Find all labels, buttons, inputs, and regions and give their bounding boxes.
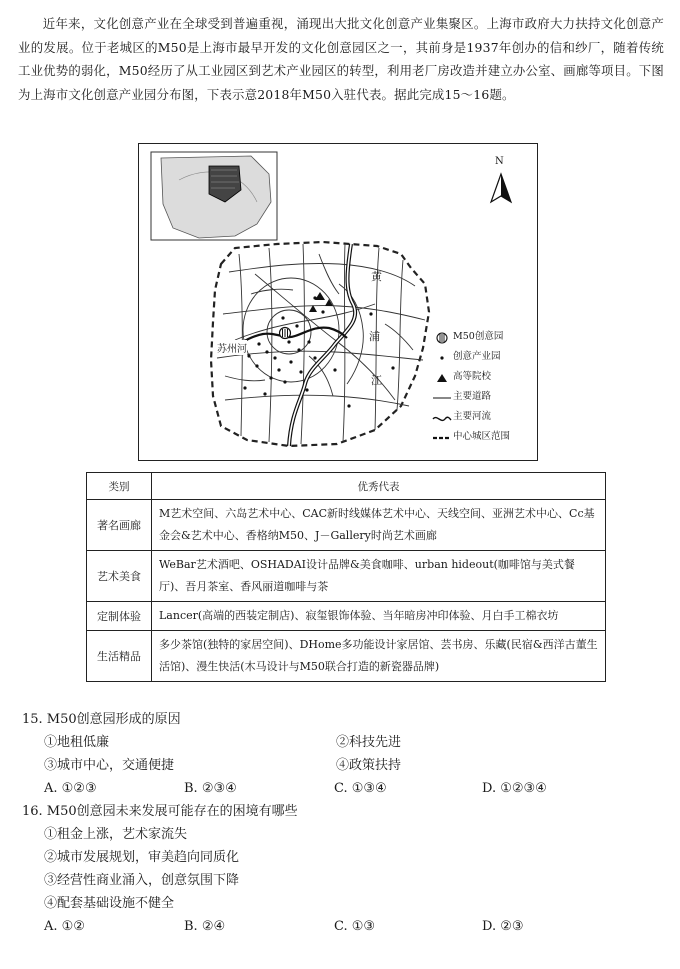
- q15-option-2: ②科技先进: [336, 735, 402, 750]
- header-representatives: 优秀代表: [152, 473, 606, 500]
- legend-university: [431, 367, 531, 387]
- legend-university-label: 高等院校: [453, 371, 492, 382]
- legend-m50-label: M50创意园: [453, 331, 504, 342]
- river-char-jiang: 江: [371, 374, 382, 387]
- legend-central-district: [431, 427, 531, 447]
- creative-park-dots: [243, 296, 394, 407]
- q16-answers: [22, 915, 662, 938]
- m50-representatives-table: [86, 472, 606, 682]
- map-legend: [431, 327, 531, 447]
- q15-option-3: ③城市中心，交通便捷: [44, 758, 175, 773]
- q15-option-4: ④政策扶持: [336, 758, 402, 773]
- table-row: [87, 602, 606, 631]
- university-markers: [309, 292, 333, 312]
- table-row: [87, 500, 606, 551]
- q16-option-2: ②城市发展规划，审美趋向同质化: [44, 850, 240, 865]
- q15-answer-b[interactable]: B. ②③④: [184, 781, 237, 796]
- q16-answer-d[interactable]: D. ②③: [482, 919, 524, 934]
- q16-answer-b[interactable]: B. ②④: [184, 919, 226, 934]
- q16-answer-a[interactable]: A. ①②: [44, 919, 85, 934]
- legend-main-road: [431, 387, 531, 407]
- row-category: 生活精品: [87, 631, 152, 682]
- q16-answer-c[interactable]: C. ①③: [334, 919, 376, 934]
- question-16: [22, 800, 662, 938]
- north-arrow: [491, 174, 511, 202]
- inset-locator-map: [151, 152, 277, 240]
- legend-main-river: [431, 407, 531, 427]
- row-category: 艺术美食: [87, 551, 152, 602]
- intro-text: 近年来，文化创意产业在全球受到普遍重视，涌现出大批文化创意产业集聚区。上海市政府大力扶持文化创意产业的发展。位于老城区的M50是上海市最早开发的文化创意园区之一，其前身是1937年创办的信和纱厂，随着传统工业优势的弱化，M50经历了从工业园区到艺术产业园区的转型，利用老厂房改造并建立办公室、画廊等项目。下图为上海市文化创意产业园分布图，下表示意2018年M50入驻代表。据此完成15～16题。: [18, 16, 664, 102]
- intro-passage: [18, 12, 664, 106]
- river-char-pu: 浦: [369, 330, 380, 343]
- table-header-row: [87, 473, 606, 500]
- suzhou-creek-label: 苏州河: [217, 340, 247, 355]
- q16-stem: 16. M50创意园未来发展可能存在的困境有哪些: [22, 804, 298, 819]
- q15-answer-a[interactable]: A. ①②③: [44, 781, 97, 796]
- q15-answers: [22, 777, 662, 800]
- row-items: Lancer(高端的西装定制店)、寂玺银饰体验、当年暗房冲印体验、月白手工棉衣坊: [152, 602, 606, 631]
- q16-option-4: ④配套基础设施不健全: [44, 896, 175, 911]
- q15-stem: 15. M50创意园形成的原因: [22, 712, 181, 727]
- questions-section: [22, 708, 662, 938]
- row-items: M艺术空间、六岛艺术中心、CAC新时线媒体艺术中心、天线空间、亚洲艺术中心、Cc基金会&艺术中心、香格纳M50、J－Gallery时尚艺术画廊: [152, 500, 606, 551]
- legend-central-district-label: 中心城区范围: [453, 431, 511, 442]
- legend-m50: [431, 327, 531, 347]
- q15-options: [22, 731, 662, 777]
- row-items: 多少茶馆(独特的家居空间)、DHome多功能设计家居馆、芸书房、乐藏(民宿&西洋古董生活馆)、漫生快活(木马设计与M50联合打造的新瓷器品牌): [152, 631, 606, 682]
- legend-main-river-label: 主要河流: [453, 411, 492, 422]
- legend-creative-park-label: 创意产业园: [453, 351, 501, 362]
- row-category: 定制体验: [87, 602, 152, 631]
- q15-answer-d[interactable]: D. ①②③④: [482, 781, 547, 796]
- legend-main-road-label: 主要道路: [453, 391, 492, 402]
- huangpu-river: [289, 244, 355, 446]
- river-char-huang: 黄: [371, 270, 382, 283]
- q16-option-3: ③经营性商业涌入，创意氛围下降: [44, 873, 240, 888]
- map-figure: [138, 143, 538, 461]
- north-label: N: [495, 156, 504, 167]
- header-category: 类别: [87, 473, 152, 500]
- q15-option-1: ①地租低廉: [44, 735, 110, 750]
- row-category: 著名画廊: [87, 500, 152, 551]
- table-row: [87, 551, 606, 602]
- question-15: [22, 708, 662, 800]
- legend-creative-park: [431, 347, 531, 367]
- q16-option-1: ①租金上涨，艺术家流失: [44, 827, 188, 842]
- q15-answer-c[interactable]: C. ①③④: [334, 781, 387, 796]
- row-items: WeBar艺术酒吧、OSHADAI设计品牌&美食咖啡、urban hideout(咖啡馆与美式餐厅)、吾月茶室、香风丽道咖啡与茶: [152, 551, 606, 602]
- m50-marker: [280, 328, 291, 339]
- table-row: [87, 631, 606, 682]
